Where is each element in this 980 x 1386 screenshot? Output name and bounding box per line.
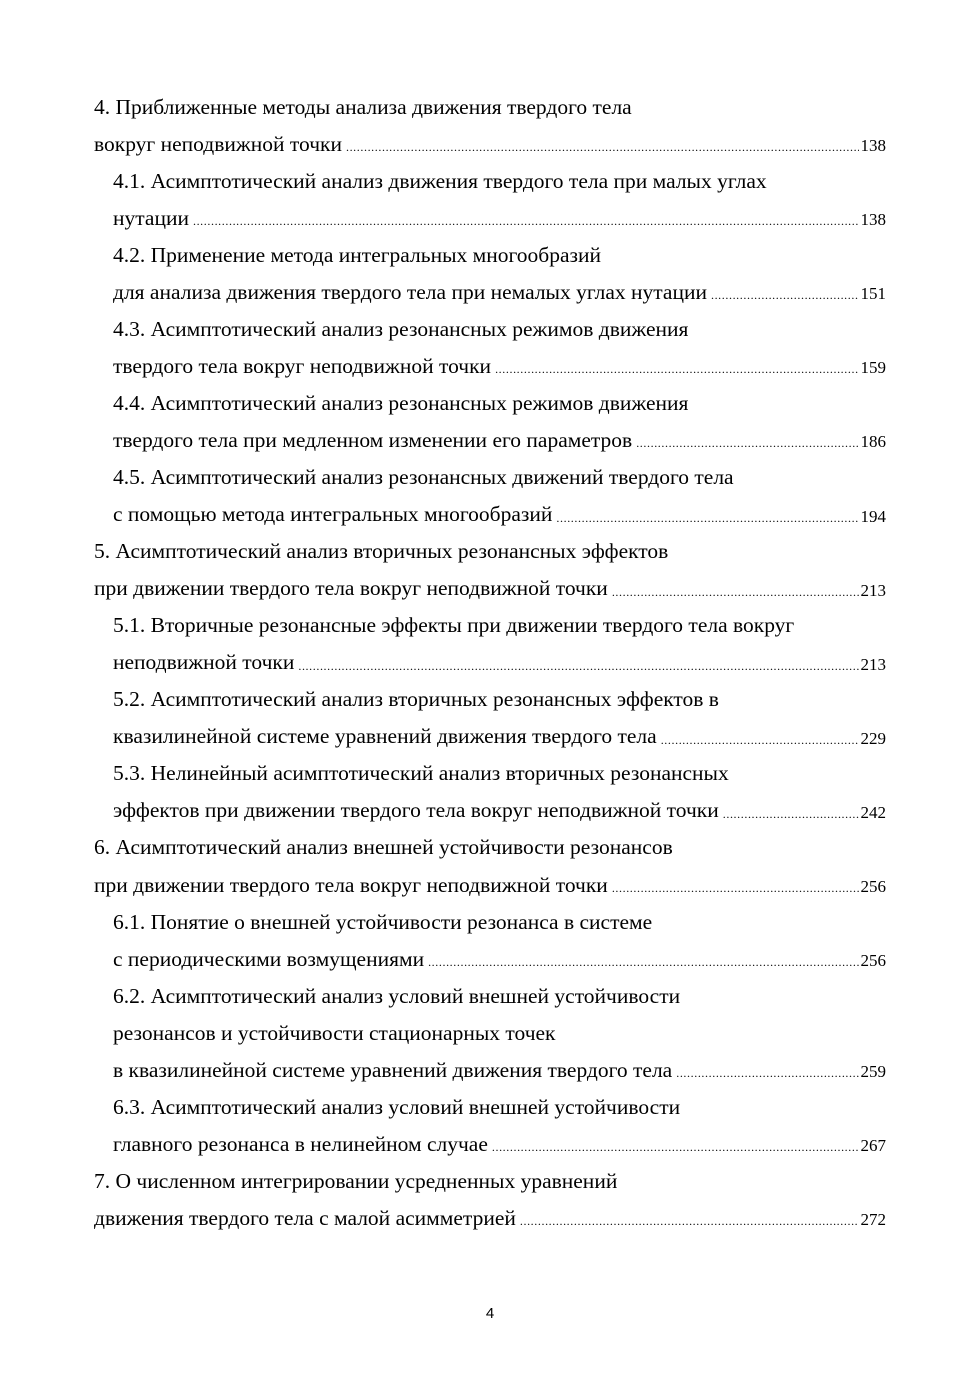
toc-entry-title: с помощью метода интегральных многообразий — [113, 502, 553, 527]
dot-leader — [612, 882, 859, 896]
dot-leader — [711, 289, 859, 303]
toc-page-number: 229 — [860, 728, 886, 748]
dot-leader — [723, 808, 859, 822]
toc-entry — [94, 830, 886, 904]
toc-entry-last-line — [94, 1052, 886, 1089]
dot-leader — [636, 437, 858, 451]
toc-entry-line — [94, 89, 886, 126]
toc-page-number: 259 — [860, 1062, 886, 1082]
toc-entry-line — [94, 534, 886, 571]
toc-entry — [94, 385, 886, 459]
toc-entry-title: эффектов при движении твердого тела вокруг неподвижной точки — [113, 798, 719, 823]
toc-entry — [94, 1089, 886, 1163]
dot-leader — [428, 956, 858, 970]
toc-entry-title: 4.4. Асимптотический анализ резонансных режимов движения — [113, 390, 689, 415]
dot-leader — [661, 734, 859, 748]
toc-entry-last-line — [94, 348, 886, 385]
toc-entry-last-line — [94, 200, 886, 237]
toc-entry-title: главного резонанса в нелинейном случае — [113, 1131, 488, 1156]
toc-page-number: 194 — [860, 506, 886, 526]
toc-entry-title: неподвижной точки — [113, 650, 295, 675]
dot-leader — [492, 1141, 859, 1155]
toc-entry-last-line — [94, 719, 886, 756]
toc-entry — [94, 978, 886, 1089]
toc-entry-title: 5.3. Нелинейный асимптотический анализ вторичных резонансных — [113, 761, 729, 786]
toc-page-number: 256 — [860, 877, 886, 897]
toc-entry-line — [94, 311, 886, 348]
toc-entry-title: при движении твердого тела вокруг неподвижной точки — [94, 576, 608, 601]
toc-page-number: 213 — [860, 580, 886, 600]
dot-leader — [612, 586, 859, 600]
toc-entry-title: 4. Приближенные методы анализа движения твердого тела — [94, 94, 632, 119]
toc-entry — [94, 904, 886, 978]
dot-leader — [556, 512, 858, 526]
toc-entry-title: вокруг неподвижной точки — [94, 131, 342, 156]
toc-entry-title: 4.3. Асимптотический анализ резонансных режимов движения — [113, 316, 689, 341]
toc-entry-last-line — [94, 126, 886, 163]
toc-entry — [94, 608, 886, 682]
toc-entry-title: нутации — [113, 205, 189, 230]
toc-page-number: 186 — [860, 432, 886, 452]
toc-entry-title: 6.1. Понятие о внешней устойчивости резонанса в системе — [113, 909, 653, 934]
toc-entry-title: 6.2. Асимптотический анализ условий внешней устойчивости — [113, 983, 681, 1008]
toc-page-number: 151 — [860, 284, 886, 304]
dot-leader — [520, 1215, 859, 1229]
toc-entry-last-line — [94, 1126, 886, 1163]
toc-page-number: 138 — [860, 210, 886, 230]
toc-entry-last-line — [94, 571, 886, 608]
toc-entry-last-line — [94, 422, 886, 459]
toc-page-number: 213 — [860, 654, 886, 674]
toc-entry-line — [94, 830, 886, 867]
toc-page-number: 138 — [860, 136, 886, 156]
toc-entry-title: резонансов и устойчивости стационарных точек — [113, 1020, 556, 1045]
toc-entry-title: 4.5. Асимптотический анализ резонансных движений твердого тела — [113, 465, 734, 490]
table-of-contents — [94, 89, 886, 1237]
toc-entry-line — [94, 237, 886, 274]
toc-entry-line — [94, 608, 886, 645]
toc-entry-last-line — [94, 274, 886, 311]
toc-entry-title: 5. Асимптотический анализ вторичных резонансных эффектов — [94, 539, 669, 564]
toc-entry-title: 4.1. Асимптотический анализ движения твердого тела при малых углах — [113, 168, 767, 193]
toc-page-number: 242 — [860, 802, 886, 822]
toc-entry-title: для анализа движения твердого тела при немалых углах нутации — [113, 279, 707, 304]
toc-entry-title: 5.2. Асимптотический анализ вторичных резонансных эффектов в — [113, 687, 719, 712]
toc-entry-line — [94, 904, 886, 941]
toc-entry-title: движения твердого тела с малой асимметрией — [94, 1205, 516, 1230]
toc-entry-line — [94, 459, 886, 496]
dot-leader — [298, 660, 858, 674]
toc-entry-line — [94, 756, 886, 793]
toc-entry-line — [94, 978, 886, 1015]
dot-leader — [346, 141, 859, 155]
toc-entry — [94, 163, 886, 237]
toc-entry-line — [94, 1015, 886, 1052]
toc-entry-line — [94, 682, 886, 719]
dot-leader — [193, 215, 859, 229]
toc-entry-last-line — [94, 645, 886, 682]
toc-entry — [94, 756, 886, 830]
toc-entry-last-line — [94, 793, 886, 830]
toc-entry-title: твердого тела вокруг неподвижной точки — [113, 353, 492, 378]
toc-entry — [94, 682, 886, 756]
toc-entry — [94, 534, 886, 608]
toc-entry-last-line — [94, 1200, 886, 1237]
toc-entry-last-line — [94, 941, 886, 978]
toc-entry-title: при движении твердого тела вокруг неподвижной точки — [94, 872, 608, 897]
toc-entry-title: в квазилинейной системе уравнений движения твердого тела — [113, 1057, 673, 1082]
toc-page-number: 272 — [860, 1210, 886, 1230]
toc-page-number: 159 — [860, 358, 886, 378]
toc-entry-line — [94, 1163, 886, 1200]
toc-entry-title: твердого тела при медленном изменении его параметров — [113, 427, 633, 452]
toc-entry — [94, 1163, 886, 1237]
toc-entry-title: с периодическими возмущениями — [113, 946, 425, 971]
toc-entry-last-line — [94, 497, 886, 534]
toc-page-number: 267 — [860, 1136, 886, 1156]
toc-entry-title: 6. Асимптотический анализ внешней устойчивости резонансов — [94, 835, 673, 860]
dot-leader — [676, 1067, 858, 1081]
toc-entry-line — [94, 1089, 886, 1126]
toc-page-number: 256 — [860, 951, 886, 971]
toc-entry — [94, 311, 886, 385]
toc-entry-title: 7. О численном интегрировании усредненных уравнений — [94, 1168, 618, 1193]
toc-entry — [94, 459, 886, 533]
toc-entry-title: 6.3. Асимптотический анализ условий внешней устойчивости — [113, 1094, 681, 1119]
toc-entry — [94, 89, 886, 163]
toc-entry-title: 5.1. Вторичные резонансные эффекты при движении твердого тела вокруг — [113, 613, 795, 638]
toc-entry-line — [94, 163, 886, 200]
toc-entry — [94, 237, 886, 311]
toc-entry-title: квазилинейной системе уравнений движения твердого тела — [113, 724, 657, 749]
toc-entry-line — [94, 385, 886, 422]
toc-entry-title: 4.2. Применение метода интегральных многообразий — [113, 242, 602, 267]
toc-entry-last-line — [94, 867, 886, 904]
page-number: 4 — [485, 1305, 495, 1322]
dot-leader — [495, 363, 858, 377]
